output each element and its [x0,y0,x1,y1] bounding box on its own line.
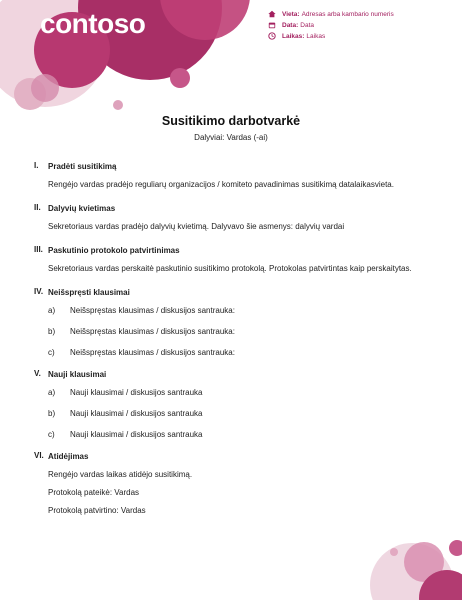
list-item [0,326,462,337]
item-text: Nauji klausimai / diskusijos santrauka [70,430,203,439]
agenda-content [0,161,462,523]
item-text: Neišspręstas klausimas / diskusijos santrauka: [70,348,235,357]
footer-decoration [342,510,462,600]
item-text: Nauji klausimai / diskusijos santrauka [70,409,203,418]
minutes-approved-by: Protokolą patvirtino: Vardas [48,506,146,515]
section-heading: Nauji klausimai [48,370,107,379]
attendees-line: Dalyviai: Vardas (-ai) [194,133,268,142]
section-heading: Paskutinio protokolo patvirtinimas [48,246,180,255]
deco-circle-dot [113,100,123,110]
section-number: III. [34,245,43,254]
list-item [0,387,462,398]
section-text: Rengėjo vardas laikas atidėjo susitikimą. [48,470,193,479]
info-time [266,31,394,41]
item-letter: c) [48,430,55,439]
meeting-info [266,9,394,42]
section-number: IV. [34,287,44,296]
deco-circle-mid [31,74,59,102]
list-item [0,408,462,419]
info-date-label: Data: [282,21,299,29]
page-title: Susitikimo darbotvarkė [161,114,301,128]
item-letter: a) [48,388,56,397]
section-text: Sekretoriaus vardas perskaitė paskutinio susitikimo protokolą. Protokolas patvirtintas kaip perskaitytas. [48,264,412,273]
section-number: V. [34,369,41,378]
list-item [0,305,462,316]
clock-icon [266,32,278,40]
section-text: Rengėjo vardas pradėjo reguliarų organizacijos / komiteto pavadinimas susitikimą datalaikasvieta. [48,180,394,189]
section-open-issues [0,287,462,358]
info-location-value: Adresas arba kambario numeris [301,10,394,18]
list-item [0,429,462,440]
info-date-value: Data [300,21,314,29]
deco-circle-small [449,540,462,556]
home-icon [266,10,278,18]
item-letter: b) [48,409,56,418]
item-text: Neišspręstas klausimas / diskusijos santrauka: [70,327,235,336]
item-text: Nauji klausimai / diskusijos santrauka [70,388,203,397]
section-number: I. [34,161,39,170]
calendar-icon [266,21,278,29]
item-letter: c) [48,348,55,357]
list-item [0,347,462,358]
section-heading: Atidėjimas [48,452,89,461]
section-heading: Pradėti susitikimą [48,162,117,171]
info-location-label: Vieta: [282,10,300,18]
minutes-submitted-by: Protokolą pateikė: Vardas [48,488,140,497]
info-time-value: Laikas [306,32,326,40]
section-roll-call [0,203,462,245]
logo-text: contoso [40,8,146,39]
contoso-logo [40,8,145,40]
section-start-meeting [0,161,462,203]
section-heading: Dalyvių kvietimas [48,204,116,213]
info-location [266,9,394,19]
deco-circle-dot [390,548,398,556]
item-letter: a) [48,306,56,315]
section-new-business [0,369,462,440]
section-text: Sekretoriaus vardas pradėjo dalyvių kvietimą. Dalyvavo šie asmenys: dalyvių vardai [48,222,345,231]
item-text: Neišspręstas klausimas / diskusijos santrauka: [70,306,235,315]
info-time-label: Laikas: [282,32,305,40]
section-heading: Neišspręsti klausimai [48,288,130,297]
item-letter: b) [48,327,56,336]
info-date [266,20,394,30]
section-number: II. [34,203,41,212]
section-minutes-approval [0,245,462,287]
section-number: VI. [34,451,44,460]
deco-circle-small [170,68,190,88]
